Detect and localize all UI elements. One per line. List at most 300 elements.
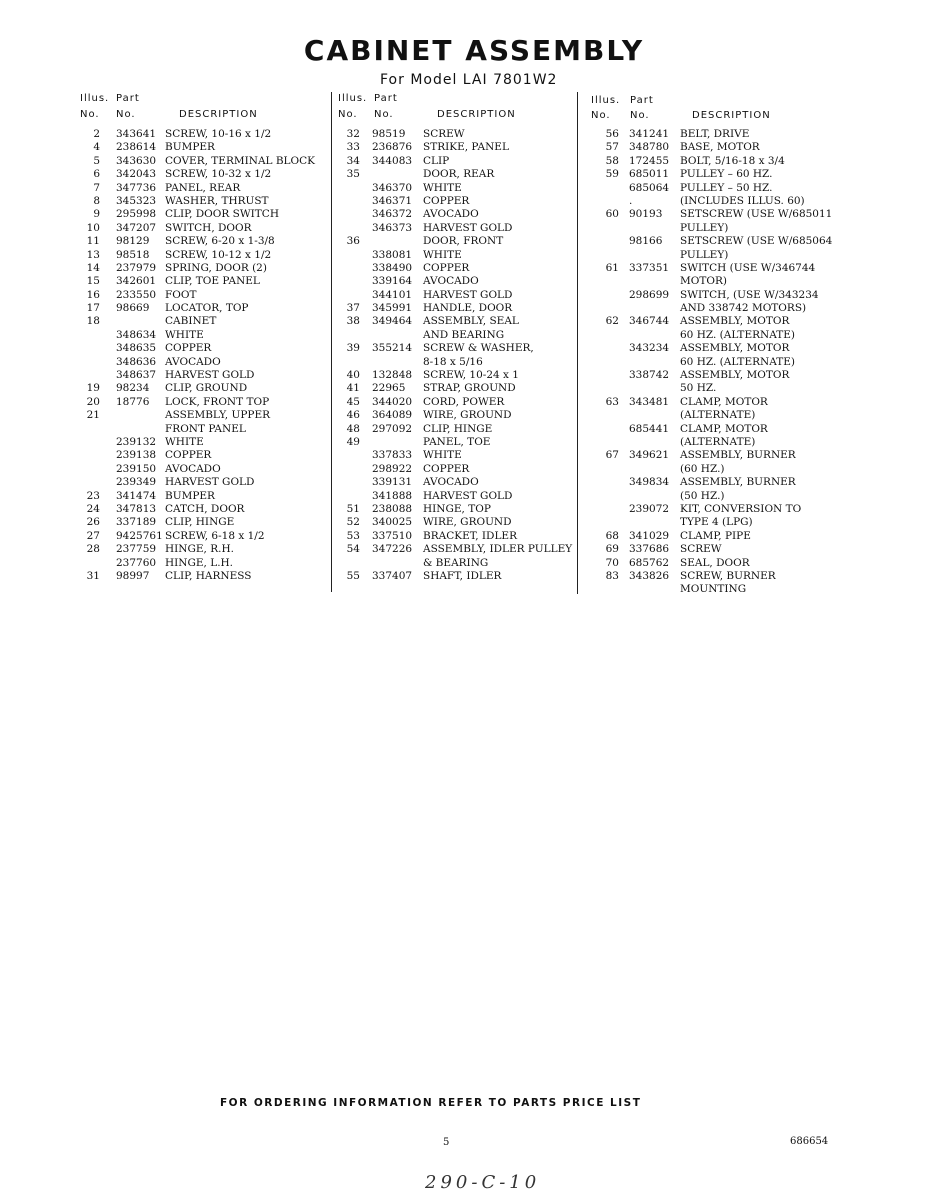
parts-row xyxy=(334,382,574,395)
part-number: 98234 xyxy=(116,382,150,395)
part-description: SWITCH, DOOR xyxy=(165,221,252,234)
part-number: 685762 xyxy=(629,556,670,569)
part-description: AVOCADO xyxy=(423,476,479,489)
part-description: CLAMP, MOTOR xyxy=(680,395,768,408)
part-description: WASHER, THRUST xyxy=(165,194,269,207)
part-description: WHITE xyxy=(165,435,204,448)
illus-number: 48 xyxy=(346,422,360,435)
part-number: 239072 xyxy=(629,502,670,515)
parts-row xyxy=(76,182,326,195)
column-header xyxy=(76,92,326,128)
parts-row xyxy=(334,315,574,328)
illus-number: 41 xyxy=(346,382,360,395)
part-description: COPPER xyxy=(423,462,470,475)
illus-number: 11 xyxy=(86,235,100,248)
parts-row xyxy=(76,222,326,235)
illus-number: 6 xyxy=(93,168,100,181)
part-description: BASE, MOTOR xyxy=(680,141,760,154)
part-description: FOOT xyxy=(165,288,197,301)
illus-number: 8 xyxy=(93,194,100,207)
part-number: 340025 xyxy=(372,516,413,529)
part-number: 239138 xyxy=(116,449,157,462)
illus-number: 32 xyxy=(346,128,360,140)
illus-number: 31 xyxy=(86,569,100,582)
part-number: 341474 xyxy=(116,489,157,502)
part-number: 337833 xyxy=(372,449,413,462)
illus-number: 28 xyxy=(86,543,100,556)
part-number: 355214 xyxy=(372,342,413,355)
part-description: WHITE xyxy=(423,181,462,194)
illus-number: 61 xyxy=(605,261,619,274)
parts-row xyxy=(589,570,839,583)
part-header: Part xyxy=(630,95,654,106)
part-description: SWITCH (USE W/346744 xyxy=(680,261,816,274)
part-number: 349834 xyxy=(629,476,670,489)
illus-number: 39 xyxy=(346,342,360,355)
parts-row xyxy=(76,249,326,262)
parts-row xyxy=(334,449,574,462)
illus-number: 26 xyxy=(86,516,100,529)
part-number: 98166 xyxy=(629,235,663,248)
illus-number: 49 xyxy=(346,435,360,448)
parts-row xyxy=(589,289,839,302)
parts-row xyxy=(334,275,574,288)
illus-number: 57 xyxy=(605,141,619,154)
part-number: 341888 xyxy=(372,489,413,502)
parts-row xyxy=(76,329,326,342)
illus-no-header: No. xyxy=(591,110,611,121)
part-number: 172455 xyxy=(629,154,670,167)
part-number: 238614 xyxy=(116,141,157,154)
description-header: DESCRIPTION xyxy=(692,110,771,121)
part-number: 345991 xyxy=(372,302,413,315)
part-description: ASSEMBLY, SEAL xyxy=(423,315,519,328)
part-number: 298922 xyxy=(372,462,413,475)
part-description: CLIP xyxy=(423,154,450,167)
part-number: 337351 xyxy=(629,261,670,274)
part-number: 346372 xyxy=(372,208,413,221)
parts-row xyxy=(589,182,839,195)
part-description: HARVEST GOLD xyxy=(423,221,513,234)
parts-row xyxy=(589,436,839,449)
illus-number: 14 xyxy=(86,261,100,274)
part-description: CLIP, DOOR SWITCH xyxy=(165,208,279,221)
part-number: 347736 xyxy=(116,181,157,194)
parts-row xyxy=(76,262,326,275)
parts-row xyxy=(76,275,326,288)
parts-row xyxy=(76,409,326,422)
part-description: CABINET xyxy=(165,315,217,328)
illus-header: Illus. xyxy=(591,95,621,106)
part-description: AVOCADO xyxy=(423,208,479,221)
illus-number: 13 xyxy=(86,248,100,261)
illus-number: 4 xyxy=(93,141,100,154)
part-number: 685441 xyxy=(629,422,670,435)
part-description: HINGE, R.H. xyxy=(165,543,234,556)
part-description: HINGE, TOP xyxy=(423,502,491,515)
parts-row xyxy=(334,262,574,275)
parts-row xyxy=(589,369,839,382)
part-description: ASSEMBLY, MOTOR xyxy=(680,342,790,355)
part-description: 50 HZ. xyxy=(680,382,717,395)
part-description: LOCATOR, TOP xyxy=(165,302,249,315)
illus-number: 24 xyxy=(86,502,100,515)
part-header: Part xyxy=(116,93,140,104)
parts-row xyxy=(589,409,839,422)
part-number: 348780 xyxy=(629,141,670,154)
illus-number: 56 xyxy=(605,128,619,140)
parts-row xyxy=(589,543,839,556)
part-description: SCREW, 6-20 x 1-3/8 xyxy=(165,235,275,248)
part-description: DOOR, REAR xyxy=(423,168,495,181)
part-description: BRACKET, IDLER xyxy=(423,529,517,542)
part-description: SETSCREW (USE W/685011 xyxy=(680,208,833,221)
parts-row xyxy=(334,128,574,141)
part-description: TYPE 4 (LPG) xyxy=(680,516,753,529)
parts-row xyxy=(76,141,326,154)
part-description: KIT, CONVERSION TO xyxy=(680,502,802,515)
part-number: 346373 xyxy=(372,221,413,234)
part-number: 237759 xyxy=(116,543,157,556)
illus-number: 2 xyxy=(93,128,100,140)
part-number: 346370 xyxy=(372,181,413,194)
part-description: CLIP, GROUND xyxy=(165,382,248,395)
illus-number: 55 xyxy=(346,569,360,582)
parts-row xyxy=(76,302,326,315)
illus-number: 54 xyxy=(346,543,360,556)
part-header: Part xyxy=(374,93,398,104)
parts-row xyxy=(334,516,574,529)
column-divider xyxy=(331,92,332,592)
parts-row xyxy=(589,342,839,355)
part-description: SEAL, DOOR xyxy=(680,556,750,569)
illus-number: 67 xyxy=(605,449,619,462)
parts-row xyxy=(76,235,326,248)
part-number: 339164 xyxy=(372,275,413,288)
parts-row xyxy=(589,155,839,168)
part-description: FRONT PANEL xyxy=(165,422,246,435)
parts-row xyxy=(334,155,574,168)
illus-header: Illus. xyxy=(80,93,110,104)
parts-row xyxy=(76,195,326,208)
part-description: PULLEY – 60 HZ. xyxy=(680,168,773,181)
parts-row xyxy=(76,570,326,583)
part-description: ASSEMBLY, IDLER PULLEY xyxy=(423,543,573,556)
part-description: STRIKE, PANEL xyxy=(423,141,509,154)
parts-row xyxy=(334,530,574,543)
part-description: ASSEMBLY, BURNER xyxy=(680,449,796,462)
part-description: SCREW xyxy=(680,543,722,556)
part-description: WHITE xyxy=(423,248,462,261)
part-number: 98669 xyxy=(116,302,150,315)
parts-row xyxy=(76,155,326,168)
part-description: SETSCREW (USE W/685064 xyxy=(680,235,833,248)
part-description: AVOCADO xyxy=(165,462,221,475)
part-description: WHITE xyxy=(165,328,204,341)
part-number: 132848 xyxy=(372,369,413,382)
illus-number: 62 xyxy=(605,315,619,328)
illus-no-header: No. xyxy=(80,109,100,120)
part-number: 343234 xyxy=(629,342,670,355)
parts-row xyxy=(76,557,326,570)
part-description: LOCK, FRONT TOP xyxy=(165,395,270,408)
part-number: 349621 xyxy=(629,449,670,462)
part-number: 343826 xyxy=(629,569,670,582)
illus-number: 35 xyxy=(346,168,360,181)
parts-row xyxy=(76,168,326,181)
illus-number: 51 xyxy=(346,502,360,515)
parts-row xyxy=(589,503,839,516)
part-description: CATCH, DOOR xyxy=(165,502,245,515)
parts-row xyxy=(589,208,839,221)
illus-number: 5 xyxy=(93,154,100,167)
part-number: 346371 xyxy=(372,194,413,207)
part-number: 90193 xyxy=(629,208,663,221)
part-description: HANDLE, DOOR xyxy=(423,302,513,315)
part-number: 239349 xyxy=(116,476,157,489)
part-description: HARVEST GOLD xyxy=(423,489,513,502)
parts-row xyxy=(334,342,574,355)
part-description: SCREW, 10-24 x 1 xyxy=(423,369,519,382)
illus-number: 27 xyxy=(86,529,100,542)
part-number: 345323 xyxy=(116,194,157,207)
document-number: 686654 xyxy=(790,1136,829,1147)
parts-row xyxy=(76,128,326,141)
parts-row xyxy=(334,235,574,248)
parts-row xyxy=(334,476,574,489)
part-description: DOOR, FRONT xyxy=(423,235,504,248)
part-description: (ALTERNATE) xyxy=(680,409,756,422)
part-number: 337189 xyxy=(116,516,157,529)
part-number: 364089 xyxy=(372,409,413,422)
part-number: 348634 xyxy=(116,328,157,341)
illus-number: 45 xyxy=(346,395,360,408)
part-description: CLAMP, PIPE xyxy=(680,529,751,542)
illus-number: 16 xyxy=(86,288,100,301)
part-description: HARVEST GOLD xyxy=(165,369,255,382)
part-description: CLIP, HINGE xyxy=(165,516,235,529)
model-subtitle: For Model LAI 7801W2 xyxy=(380,72,558,88)
part-description: SPRING, DOOR (2) xyxy=(165,261,267,274)
illus-number: 15 xyxy=(86,275,100,288)
part-description: COPPER xyxy=(165,449,212,462)
parts-row xyxy=(334,409,574,422)
page-number: 5 xyxy=(443,1137,450,1148)
parts-row xyxy=(589,249,839,262)
part-no-header: No. xyxy=(374,109,394,120)
parts-row xyxy=(76,396,326,409)
illus-number: 33 xyxy=(346,141,360,154)
part-description: PULLEY) xyxy=(680,248,729,261)
part-number: 239150 xyxy=(116,462,157,475)
parts-row xyxy=(76,530,326,543)
part-no-header: No. xyxy=(116,109,136,120)
illus-header: Illus. xyxy=(338,93,368,104)
part-number: 347813 xyxy=(116,502,157,515)
illus-number: 53 xyxy=(346,529,360,542)
parts-row xyxy=(334,182,574,195)
part-number: 685011 xyxy=(629,168,670,181)
parts-row xyxy=(76,543,326,556)
part-number: 338742 xyxy=(629,369,670,382)
illus-number: 68 xyxy=(605,529,619,542)
illus-number: 9 xyxy=(93,208,100,221)
parts-row xyxy=(334,329,574,342)
part-description: AVOCADO xyxy=(165,355,221,368)
part-description: COPPER xyxy=(423,194,470,207)
illus-number: 37 xyxy=(346,302,360,315)
illus-number: 10 xyxy=(86,221,100,234)
part-number: 349464 xyxy=(372,315,413,328)
illus-number: 20 xyxy=(86,395,100,408)
parts-row xyxy=(76,356,326,369)
parts-row xyxy=(76,516,326,529)
parts-row xyxy=(76,289,326,302)
part-number: 348637 xyxy=(116,369,157,382)
parts-row xyxy=(589,530,839,543)
part-number: 685064 xyxy=(629,181,670,194)
parts-row xyxy=(76,208,326,221)
part-description: SCREW & WASHER, xyxy=(423,342,534,355)
illus-number: 59 xyxy=(605,168,619,181)
part-description: (50 HZ.) xyxy=(680,489,725,502)
part-number: 348635 xyxy=(116,342,157,355)
parts-row xyxy=(589,396,839,409)
part-description: SWITCH, (USE W/343234 xyxy=(680,288,819,301)
illus-number: 46 xyxy=(346,409,360,422)
illus-number: 23 xyxy=(86,489,100,502)
parts-row xyxy=(334,543,574,556)
part-number: 98997 xyxy=(116,569,150,582)
part-description: ASSEMBLY, UPPER xyxy=(165,409,271,422)
parts-row xyxy=(76,369,326,382)
part-description: PANEL, TOE xyxy=(423,435,491,448)
parts-row xyxy=(589,128,839,141)
part-description: COPPER xyxy=(165,342,212,355)
illus-number: 7 xyxy=(93,181,100,194)
parts-column-1 xyxy=(76,92,326,583)
parts-row xyxy=(589,302,839,315)
part-number: 342043 xyxy=(116,168,157,181)
parts-column-2 xyxy=(334,92,574,583)
parts-row xyxy=(76,490,326,503)
part-description: MOTOR) xyxy=(680,275,727,288)
part-description: BUMPER xyxy=(165,489,215,502)
part-description: WHITE xyxy=(423,449,462,462)
parts-row xyxy=(334,369,574,382)
part-description: AND BEARING xyxy=(423,328,505,341)
part-description: SCREW, 10-16 x 1/2 xyxy=(165,128,272,140)
parts-row xyxy=(334,423,574,436)
part-description: ASSEMBLY, MOTOR xyxy=(680,369,790,382)
parts-row xyxy=(76,342,326,355)
illus-number: 70 xyxy=(605,556,619,569)
illus-number: 69 xyxy=(605,543,619,556)
column-header xyxy=(334,92,574,128)
part-number: 237979 xyxy=(116,261,157,274)
part-number: 343641 xyxy=(116,128,157,140)
parts-row xyxy=(334,302,574,315)
illus-number: 18 xyxy=(86,315,100,328)
handwritten-note: 290-C-10 xyxy=(425,1172,541,1193)
parts-row xyxy=(76,423,326,436)
part-number: 338081 xyxy=(372,248,413,261)
illus-number: 34 xyxy=(346,154,360,167)
parts-row xyxy=(589,195,839,208)
parts-row xyxy=(76,315,326,328)
parts-row xyxy=(76,449,326,462)
illus-no-header: No. xyxy=(338,109,358,120)
parts-row xyxy=(334,503,574,516)
part-number: 343630 xyxy=(116,154,157,167)
parts-row xyxy=(589,315,839,328)
parts-row xyxy=(334,168,574,181)
illus-number: 83 xyxy=(605,569,619,582)
part-number: 337686 xyxy=(629,543,670,556)
part-number: 18776 xyxy=(116,395,150,408)
parts-row xyxy=(589,423,839,436)
illus-number: 40 xyxy=(346,369,360,382)
part-description: CLIP, TOE PANEL xyxy=(165,275,260,288)
parts-row xyxy=(334,557,574,570)
illus-number: 19 xyxy=(86,382,100,395)
part-description: AND 338742 MOTORS) xyxy=(680,302,807,315)
parts-row xyxy=(334,396,574,409)
part-description: ASSEMBLY, MOTOR xyxy=(680,315,790,328)
parts-row xyxy=(334,195,574,208)
part-number: 337407 xyxy=(372,569,413,582)
column-header xyxy=(589,92,839,128)
part-number: 98129 xyxy=(116,235,150,248)
parts-row xyxy=(589,463,839,476)
part-description: BELT, DRIVE xyxy=(680,128,750,140)
part-number: 347226 xyxy=(372,543,413,556)
part-number: 339131 xyxy=(372,476,413,489)
part-number: 346744 xyxy=(629,315,670,328)
parts-row xyxy=(589,168,839,181)
part-description: MOUNTING xyxy=(680,583,747,596)
part-description: BUMPER xyxy=(165,141,215,154)
part-number: 298699 xyxy=(629,288,670,301)
parts-row xyxy=(589,141,839,154)
part-description: BOLT, 5/16-18 x 3/4 xyxy=(680,154,785,167)
part-number: 343481 xyxy=(629,395,670,408)
parts-row xyxy=(334,289,574,302)
parts-row xyxy=(334,141,574,154)
parts-row xyxy=(589,329,839,342)
parts-row xyxy=(589,516,839,529)
part-description: STRAP, GROUND xyxy=(423,382,516,395)
parts-row xyxy=(334,570,574,583)
part-number: . xyxy=(629,194,633,207)
parts-row xyxy=(334,356,574,369)
parts-row xyxy=(76,463,326,476)
page-title: CABINET ASSEMBLY xyxy=(303,34,645,67)
illus-number: 21 xyxy=(86,409,100,422)
part-description: (60 HZ.) xyxy=(680,462,725,475)
part-number: 341029 xyxy=(629,529,670,542)
part-description: SCREW, 10-32 x 1/2 xyxy=(165,168,272,181)
parts-row xyxy=(589,557,839,570)
parts-row xyxy=(334,436,574,449)
part-description: HARVEST GOLD xyxy=(165,476,255,489)
parts-row xyxy=(76,476,326,489)
illus-number: 58 xyxy=(605,154,619,167)
illus-number: 63 xyxy=(605,395,619,408)
part-number: 297092 xyxy=(372,422,413,435)
part-number: 341241 xyxy=(629,128,670,140)
parts-row xyxy=(589,449,839,462)
